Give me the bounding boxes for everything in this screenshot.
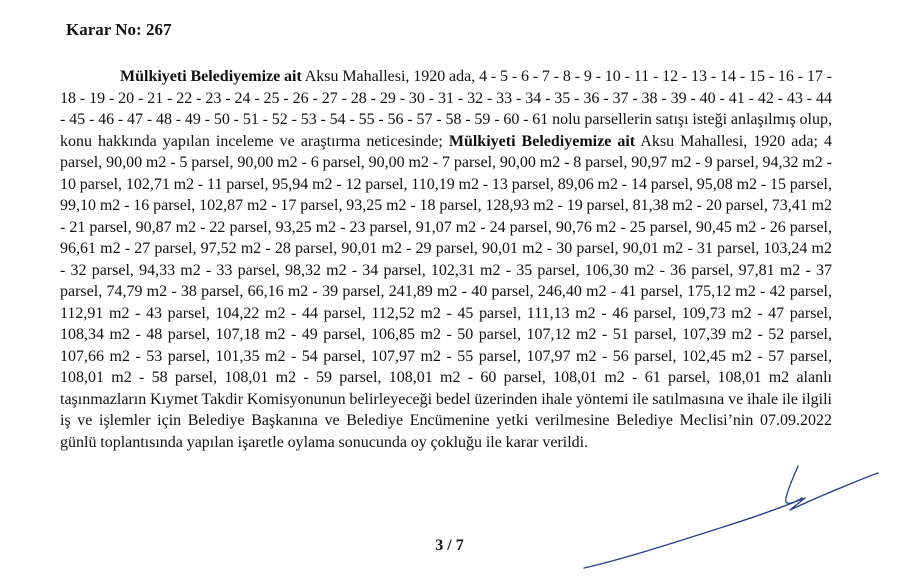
decision-title: Karar No: 267 <box>66 20 172 39</box>
decision-body <box>60 66 832 453</box>
owner-phrase-1: Mülkiyeti Belediyemize ait <box>120 68 302 85</box>
body-text-1: Aksu Mahallesi, 1920 ada, 4 - 5 - 6 - 7 - 8 - 9 - 10 - 11 - 12 - 13 - 14 - 15 - 16 - 17 - 18 - 19 - 20 - 21 - 22 - 23 - 24 - 25 - 26 - 27 - 28 - 29 - 30 - 31 - 32 - 33 - 34 - 35 - 36 - 37 - 38 - 39 - 40 - 41 - 42 - 43 - 44 - 45 - 46 - 47 - 48 - 49 - 50 - 51 - 52 - 53 - 54 - 55 - 56 - 57 - 58 - 59 - 60 - 61 nolu parsellerin satışı isteği anlaşılmış olup, konu hakkında yapılan inceleme ve araştırma neticesinde; <box>60 68 833 150</box>
body-text-2: Aksu Mahallesi, 1920 ada; 4 parsel, 90,00 m2 - 5 parsel, 90,00 m2 - 6 parsel, 90,00 m2 - 7 parsel, 90,00 m2 - 8 parsel, 90,97 m2 - 9 parsel, 94,32 m2 - 10 parsel, 102,71 m2 - 11 parsel, 95,94 m2 - 12 parsel, 110,19 m2 - 13 parsel, 89,06 m2 - 14 parsel, 95,08 m2 - 15 parsel, 99,10 m2 - 16 parsel, 102,87 m2 - 17 parsel, 93,25 m2 - 18 parsel, 128,93 m2 - 19 parsel, 81,38 m2 - 20 parsel, 73,41 m2 - 21 parsel, 90,87 m2 - 22 parsel, 93,25 m2 - 23 parsel, 91,07 m2 - 24 parsel, 90,76 m2 - 25 parsel, 90,45 m2 - 26 parsel, 96,61 m2 - 27 parsel, 97,52 m2 - 28 parsel, 90,01 m2 - 29 parsel, 90,01 m2 - 30 parsel, 90,01 m2 - 31 parsel, 103,24 m2 - 32 parsel, 94,33 m2 - 33 parsel, 98,32 m2 - 34 parsel, 102,31 m2 - 35 parsel, 106,30 m2 - 36 parsel, 97,81 m2 - 37 parsel, 74,79 m2 - 38 parsel, 66,16 m2 - 39 parsel, 241,89 m2 - 40 parsel, 246,40 m2 - 41 parsel, 175,12 m2 - 42 parsel, 112,91 m2 - 43 parsel, 104,22 m2 - 44 parsel, 112,52 m2 - 45 parsel, 111,13 m2 - 46 parsel, 109,73 m2 - 47 parsel, 108,34 m2 - 48 parsel, 107,18 m2 - 49 parsel, 106,85 m2 - 50 parsel, 107,12 m2 - 51 parsel, 107,39 m2 - 52 parsel, 107,66 m2 - 53 parsel, 101,35 m2 - 54 parsel, 107,97 m2 - 55 parsel, 107,97 m2 - 56 parsel, 102,45 m2 - 57 parsel, 108,01 m2 - 58 parsel, 108,01 m2 - 59 parsel, 108,01 m2 - 60 parsel, 108,01 m2 - 61 parsel, 108,01 m2 alanlı taşınmazların Kıymet Takdir Komisyonunun belirleyeceği bedel üzerinden ihale yöntemi ile satılmasına ve ihale ile ilgili iş ve işlemler için Belediye Başkanına ve Belediye Encümenine yetki verilmesine Belediye Meclisi’nin 07.09.2022 günlü toplantısında yapılan işaretle oylama sonucunda oy çokluğu ile karar verildi. <box>60 132 832 451</box>
page-number: 3 / 7 <box>435 537 464 554</box>
owner-phrase-2: Mülkiyeti Belediyemize ait <box>448 132 636 150</box>
